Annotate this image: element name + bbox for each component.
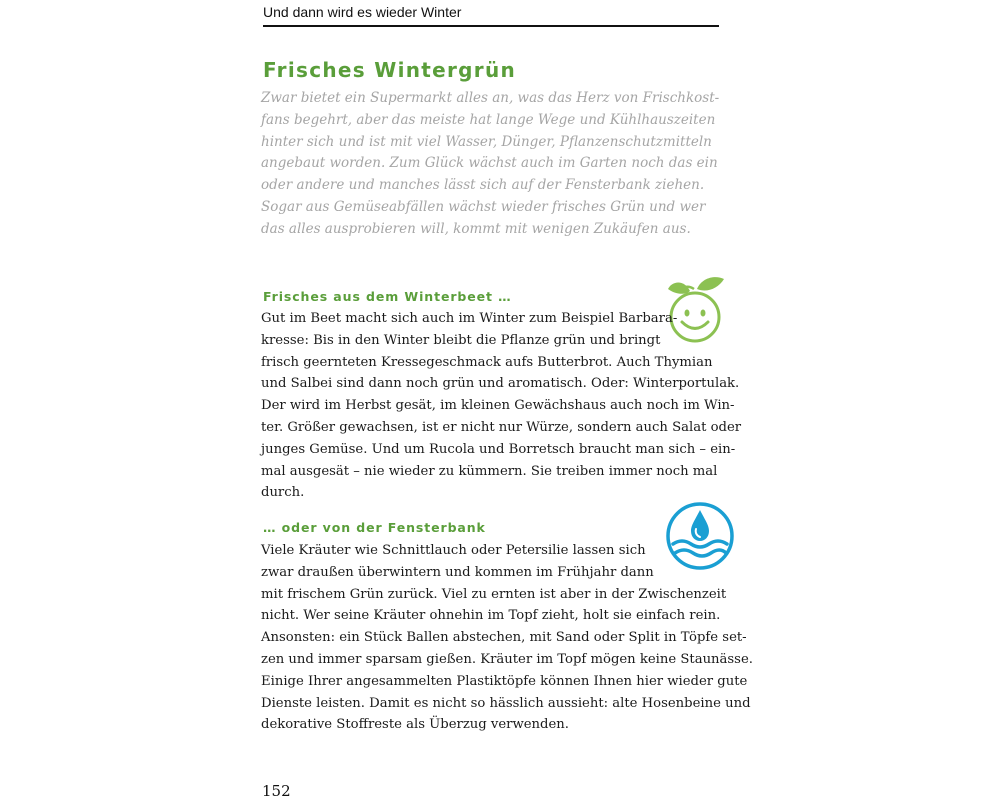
section-text-fensterbank [261, 540, 753, 736]
page-title: Frisches Wintergrün [263, 58, 517, 82]
text-line: junges Gemüse. Und um Rucola und Borretsch braucht man sich – ein- [261, 441, 736, 457]
text-line: Dienste leisten. Damit es nicht so hässlich aussieht: alte Hosenbeine und [261, 695, 751, 711]
section-text-winterbeet [261, 308, 742, 504]
text-line: Einige Ihrer angesammelten Plastiktöpfe können Ihnen hier wieder gute [261, 673, 748, 689]
section-heading-fensterbank: … oder von der Fensterbank [263, 520, 486, 535]
text-line: mit frischem Grün zurück. Viel zu ernten ist aber in der Zwischenzeit [261, 586, 727, 602]
intro-line: fans begehrt, aber das meiste hat lange Wege und Kühlhauszeiten [261, 111, 716, 128]
text-line: Gut im Beet macht sich auch im Winter zum Beispiel Barbara- [261, 311, 678, 326]
text-line: Viele Kräuter wie Schnittlauch oder Petersilie lassen sich [261, 543, 646, 558]
section-heading-winterbeet: Frisches aus dem Winterbeet … [263, 289, 512, 304]
page-number: 152 [262, 782, 291, 800]
intro-line: oder andere und manches lässt sich auf der Fensterbank ziehen. [261, 177, 705, 194]
text-line: zwar draußen überwintern und kommen im Frühjahr dann [261, 564, 654, 580]
intro-paragraph [261, 88, 731, 241]
text-line: ter. Größer gewachsen, ist er nicht nur Würze, sondern auch Salat oder [261, 419, 742, 435]
text-line: durch. [261, 485, 305, 501]
running-head: Und dann wird es wieder Winter [263, 3, 719, 27]
text-line: Ansonsten: ein Stück Ballen abstechen, mit Sand oder Split in Töpfe set- [261, 630, 747, 646]
text-line: Der wird im Herbst gesät, im kleinen Gewächshaus auch noch im Win- [261, 398, 735, 414]
text-line: nicht. Wer seine Kräuter ohnehin im Topf zieht, holt sie einfach rein. [261, 608, 721, 624]
text-line: dekorative Stoffreste als Überzug verwenden. [261, 717, 569, 733]
text-line: zen und immer sparsam gießen. Kräuter im Topf mögen keine Staunässe. [261, 651, 753, 667]
intro-line: hinter sich und ist mit viel Wasser, Dünger, Pflanzenschutzmitteln [261, 133, 712, 150]
intro-line: das alles ausprobieren will, kommt mit wenigen Zukäufen aus. [261, 220, 691, 237]
intro-line: Sogar aus Gemüseabfällen wächst wieder frisches Grün und wer [261, 198, 706, 215]
text-line: kresse: Bis in den Winter bleibt die Pflanze grün und bringt [261, 332, 661, 348]
intro-line: angebaut worden. Zum Glück wächst auch im Garten noch das ein [261, 155, 718, 172]
text-line: frisch geernteten Kressegeschmack aufs Butterbrot. Auch Thymian [261, 354, 713, 370]
text-line: und Salbei sind dann noch grün und aromatisch. Oder: Winterportulak. [261, 376, 740, 392]
text-line: mal ausgesät – nie wieder zu kümmern. Sie treiben immer noch mal [261, 463, 718, 479]
intro-line: Zwar bietet ein Supermarkt alles an, was das Herz von Frischkost- [261, 90, 720, 106]
